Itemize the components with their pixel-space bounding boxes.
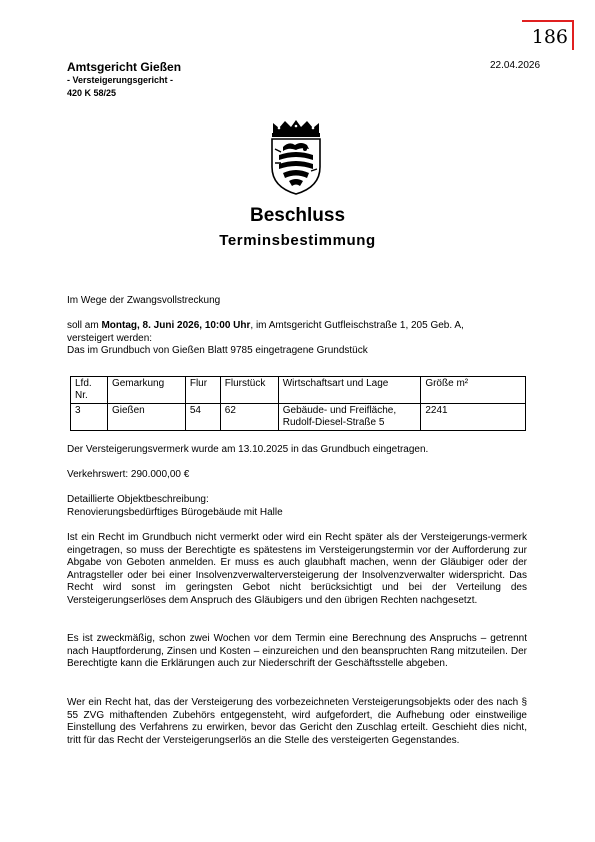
vermerk-text: Der Versteigerungsvermerk wurde am 13.10.2025 in das Grundbuch eingetragen. bbox=[67, 444, 429, 455]
table-header-cell: Flur bbox=[185, 377, 220, 404]
auction-line-2: versteigert werden: bbox=[67, 332, 153, 344]
table-cell: 54 bbox=[185, 404, 220, 431]
table-header-cell: Gemarkung bbox=[107, 377, 185, 404]
paragraph-opposing-rights: Wer ein Recht hat, das der Versteigerung des vorbezeichneten Versteigerungsobjekts oder des nach § 55 ZVG mithaftenden Zubehörs entgegensteht, wird aufgefordert, die Aufhebung oder einstweilige Einstellung des Verfahrens zu erwirken, bevor das Gericht den Zuschlag erteilt. Geschieht dies nicht, tritt für das Recht der Versteigerungserlös an die Stelle des versteigerten Gegenstandes. bbox=[67, 697, 527, 746]
table-cell: 62 bbox=[220, 404, 278, 431]
intro-text: Im Wege der Zwangsvollstreckung bbox=[67, 295, 221, 306]
table-header-row bbox=[71, 377, 526, 404]
document-subtitle: Terminsbestimmung bbox=[219, 232, 376, 249]
verkehrswert-text: Verkehrswert: 290.000,00 € bbox=[67, 469, 190, 480]
paragraph-claim-calculation: Es ist zweckmäßig, schon zwei Wochen vor dem Termin eine Berechnung des Anspruchs – getrennt nach Hauptforderung, Zinsen und Kosten – einzureichen und den beanspruchten Rang mitzuteilen. Der Berechtigte kann die Erklärungen auch zur Niederschrift der Geschäftsstelle abgeben. bbox=[67, 633, 527, 670]
court-name: Amtsgericht Gießen bbox=[67, 60, 182, 74]
hessen-coat-of-arms-icon bbox=[267, 119, 325, 195]
auction-details bbox=[67, 320, 527, 358]
table-cell: Gießen bbox=[107, 404, 185, 431]
case-number: 420 K 58/25 bbox=[67, 88, 117, 98]
table-cell: Gebäude- und Freifläche, Rudolf-Diesel-Straße 5 bbox=[278, 404, 421, 431]
table-header-cell: Flurstück bbox=[220, 377, 278, 404]
auction-line-1: soll am Montag, 8. Juni 2026, 10:00 Uhr, im Amtsgericht Gutfleischstraße 1, 205 Geb. A, bbox=[67, 320, 464, 331]
auction-datetime: Montag, 8. Juni 2026, 10:00 Uhr bbox=[101, 320, 251, 331]
object-description-label: Detaillierte Objektbeschreibung: bbox=[67, 494, 209, 505]
table-header-cell: Wirtschaftsart und Lage bbox=[278, 377, 421, 404]
auction-line-3: Das im Grundbuch von Gießen Blatt 9785 eingetragene Grundstück bbox=[67, 345, 368, 357]
document-date: 22.04.2026 bbox=[490, 60, 541, 71]
table-header-cell: Lfd. Nr. bbox=[71, 377, 108, 404]
table-cell: 2241 bbox=[421, 404, 526, 431]
document-title: Beschluss bbox=[249, 205, 346, 226]
object-description bbox=[67, 494, 527, 519]
court-department: - Versteigerungsgericht - bbox=[67, 75, 174, 85]
paragraph-rights-registration: Ist ein Recht im Grundbuch nicht vermerkt oder wird ein Recht später als der Versteigerungs-vermerk eingetragen, so muss der Berechtigte es spätestens im Versteigerungstermin vor der Aufforderung zur Abgabe von Geboten anmelden. Er muss es auch glaubhaft machen, wenn der Gläubiger oder der Antragsteller oder bei einer Insolvenzverwalterversteigerung der Insolvenzverwalter widerspricht. Das Recht wird sonst im geringsten Gebot nicht berücksichtigt und bei der Verteilung des Versteigerungserlöses dem Anspruch des Gläubigers und den übrigen Rechten nachgesetzt. bbox=[67, 532, 527, 606]
page-number: 186 bbox=[531, 26, 568, 48]
object-description-text: Renovierungsbedürftiges Bürogebäude mit Halle bbox=[67, 506, 283, 518]
parcel-table bbox=[70, 376, 526, 431]
page-number-badge bbox=[522, 20, 574, 50]
table-row bbox=[71, 404, 526, 431]
table-cell: 3 bbox=[71, 404, 108, 431]
table-header-cell: Größe m² bbox=[421, 377, 526, 404]
